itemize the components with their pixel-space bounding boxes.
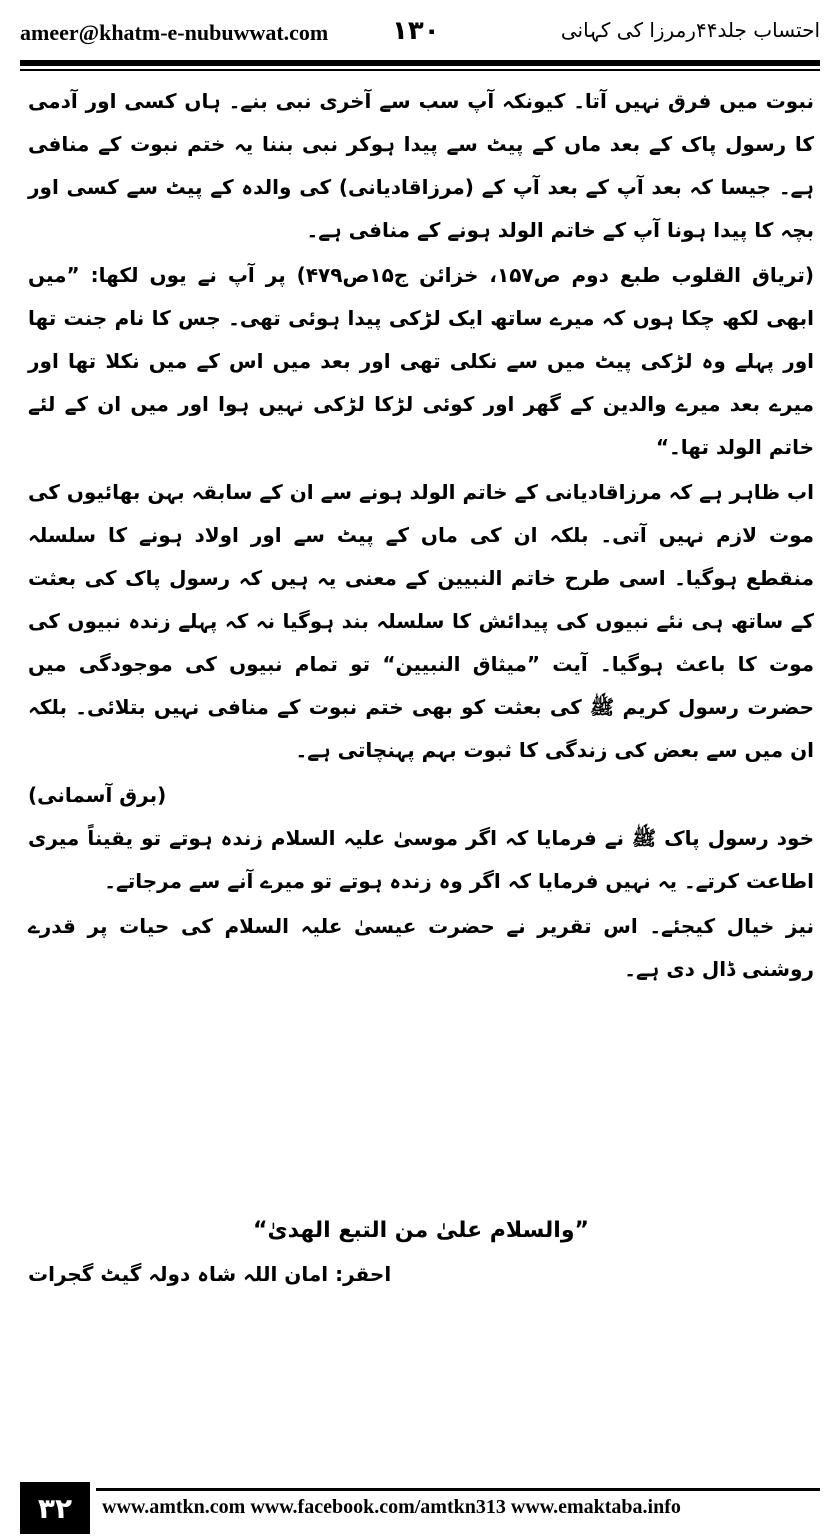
citation-line xyxy=(28,774,814,817)
page-header xyxy=(20,14,820,58)
body-text xyxy=(28,80,814,993)
closing-salutation: ”والسلام علیٰ من التبع الھدیٰ“ xyxy=(253,1218,589,1243)
header-title: احتساب جلد۴۴رمرزا کی کہانی xyxy=(560,18,820,42)
paragraph-5: نیز خیال کیجئے۔ اس تقریر نے حضرت عیسیٰ علیہ السلام کی حیات پر قدرے روشنی ڈال دی ہے۔ xyxy=(28,914,814,981)
paragraph-2: (تریاق القلوب طبع دوم ص۱۵۷، خزائن ج۱۵ص۴۷۹) پر آپ نے یوں لکھا: ”میں ابھی لکھ چکا ہوں کہ میرے ساتھ ایک لڑکی پیدا ہوئی تھی۔ جس کا نام جنت تھا اور پہلے وہ لڑکی پیٹ میں سے نکلی تھی اور بعد میں اس کے میں نکلا تھا اور میرے بعد میرے والدین کے گھر اور کوئی لڑکا لڑکی نہیں ہوا اور میں ان کے لئے خاتم الولد تھا۔“ xyxy=(28,263,815,459)
header-page-number: ۱۳۰ xyxy=(392,16,440,46)
footer-rule xyxy=(96,1488,820,1491)
paragraph-3: اب ظاہر ہے کہ مرزاقادیانی کے خاتم الولد ہونے سے ان کے سابقہ بہن بھائیوں کی موت لازم نہیں آتی۔ بلکہ ان کی ماں کے پیٹ سے اور اولاد ہونے کا سلسلہ منقطع ہوگیا۔ اسی طرح خاتم النبیین کے معنی یہ ہیں کہ رسول پاک کی بعثت کے ساتھ ہی نئے نبیوں کی پیدائش کا سلسلہ بند ہوگیا نہ کہ پہلے زندہ نبیوں کی موت کا باعث ہوگیا۔ آیت ”میثاق النبیین“ تو تمام نبیوں کی موجودگی میں حضرت رسول کریم ﷺ کی بعثت کو بھی ختم نبوت کے منافی نہیں بتلائی۔ بلکہ ان میں سے بعض کی زندگی کا ثبوت بہم پہنچاتی ہے۔ xyxy=(28,480,814,762)
paragraph-1: نبوت میں فرق نہیں آتا۔ کیونکہ آپ سب سے آخری نبی بنے۔ ہاں کسی اور آدمی کا رسول پاک کے بعد ماں کے پیٹ سے پیدا ہوکر نبی بننا یہ ختم نبوت کے منافی ہے۔ جیسا کہ بعد آپ کے بعد آپ کے (مرزاقادیانی) کی والدہ کے پیٹ سے کسی اور بچہ کا پیدا ہونا آپ کے خاتم الولد ہونے کے منافی ہے۔ xyxy=(28,89,814,242)
page-footer xyxy=(20,1482,820,1534)
header-rule-thick xyxy=(20,60,820,66)
footer-page-number: ۳۲ xyxy=(20,1482,90,1534)
signature: احقر: امان اللہ شاہ دولہ گیٹ گجرات xyxy=(28,1262,392,1286)
header-rule-thin xyxy=(20,69,820,71)
paragraph-4: خود رسول پاک ﷺ نے فرمایا کہ اگر موسیٰ علیہ السلام زندہ ہوتے تو یقیناً میری اطاعت کرتے۔ یہ نہیں فرمایا کہ اگر وہ زندہ ہوتے تو میرے آنے سے مرجاتے۔ xyxy=(28,826,814,893)
citation: (برق آسمانی) xyxy=(28,783,167,807)
header-email: ameer@khatm-e-nubuwwat.com xyxy=(20,20,329,45)
footer-links: www.amtkn.com www.facebook.com/amtkn313 www.emaktaba.info xyxy=(102,1496,681,1518)
